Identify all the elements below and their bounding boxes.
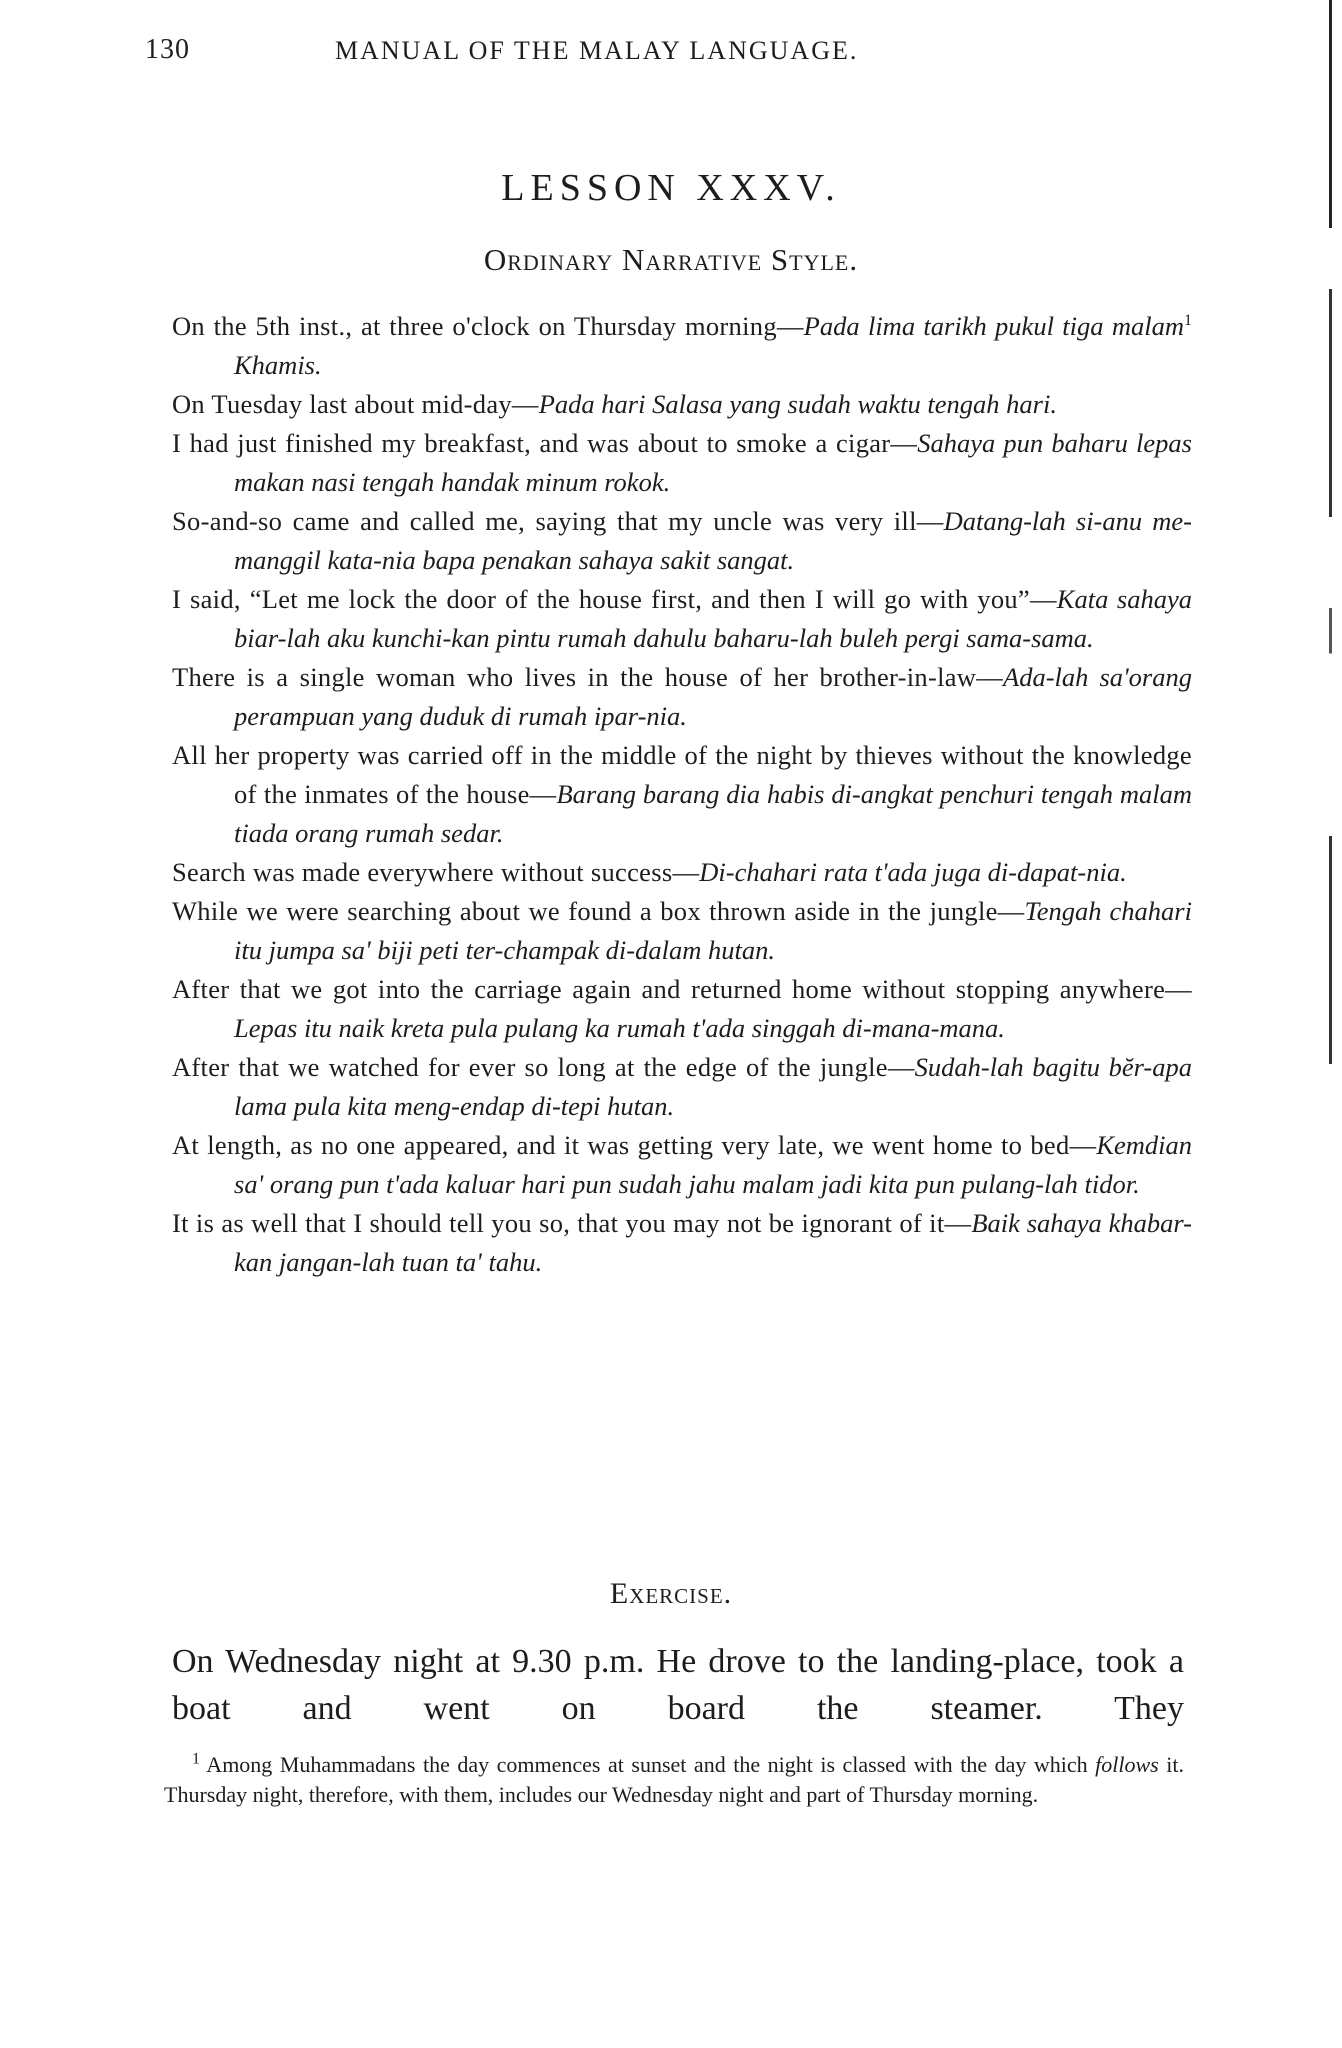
lesson-title: LESSON XXXV.: [501, 167, 841, 209]
sentence-item: [172, 307, 1192, 385]
english-text: So-and-so came and called me, saying that my uncle was very ill—: [172, 506, 944, 536]
english-text: Search was made everywhere without success—: [172, 857, 700, 887]
malay-text: Lepas itu naik kreta pula pulang ka rumah t'ada singgah di-mana-mana.: [234, 1013, 1005, 1043]
english-text: While we were searching about we found a box thrown aside in the jungle—: [172, 896, 1025, 926]
english-text: At length, as no one appeared, and it was getting very late, we went home to bed—: [172, 1130, 1097, 1160]
footnote: [164, 1750, 1184, 1810]
exercise-heading: Exercise.: [609, 1577, 733, 1610]
footnote-reference[interactable]: 1: [1183, 312, 1192, 330]
malay-text: Sahaya pun baharu lepas makan nasi tengah handak minum rokok.: [234, 428, 1192, 497]
english-text: On Tuesday last about mid-day—: [172, 389, 539, 419]
running-title: MANUAL OF THE MALAY LANGUAGE.: [335, 36, 859, 65]
english-text: All her property was carried off in the middle of the night by thieves without the knowledge of the inmates of the house—: [172, 740, 1192, 809]
malay-text: Baik sahaya khabar-kan jangan-lah tuan ta' tahu.: [234, 1208, 1193, 1277]
footnote-text-continued: it. Thursday night, therefore, with them, includes our Wednesday night and part of Thursday morning.: [164, 1752, 1184, 1807]
sentence-item: [172, 385, 1192, 424]
malay-text-continued: Khamis.: [234, 350, 322, 380]
malay-text: Datang-lah si-anu me-manggil kata-nia bapa penakan sahaya sakit sangat.: [234, 506, 1192, 575]
narrative-sentences: [172, 307, 1192, 1282]
sentence-item: [172, 424, 1192, 502]
sentence-item: [172, 1048, 1192, 1126]
malay-text: Pada lima tarikh pukul tiga malam: [803, 311, 1184, 341]
english-text: On the 5th inst., at three o'clock on Thursday morning—: [172, 311, 804, 341]
english-text: After that we watched for ever so long at the edge of the jungle—: [172, 1052, 915, 1082]
malay-text: Kata sahaya biar-lah aku kunchi-kan pintu rumah dahulu baharu-lah buleh pergi sama-sama.: [234, 584, 1192, 653]
sentence-item: [172, 736, 1192, 853]
sentence-item: [172, 1204, 1192, 1282]
sentence-item: [172, 892, 1192, 970]
sentence-item: [172, 658, 1192, 736]
malay-text: Barang barang dia habis di-angkat penchuri tengah malam tiada orang rumah sedar.: [234, 779, 1192, 848]
malay-text: Pada hari Salasa yang sudah waktu tengah hari.: [538, 389, 1057, 419]
malay-text: Di-chahari rata t'ada juga di-dapat-nia.: [699, 857, 1127, 887]
footnote-emphasis: follows: [1095, 1752, 1159, 1777]
sentence-item: [172, 1126, 1192, 1204]
sentence-item: [172, 580, 1192, 658]
running-head: [145, 34, 1195, 74]
exercise-text: On Wednesday night at 9.30 p.m. He drove to the landing-place, took a boat and went on board the steamer. They: [172, 1643, 1184, 1727]
english-text: I said, “Let me lock the door of the house first, and then I will go with you”—: [172, 584, 1057, 614]
malay-text: Ada-lah sa'orang perampuan yang duduk di rumah ipar-nia.: [234, 662, 1192, 731]
sentence-item: [172, 502, 1192, 580]
english-text: I had just finished my breakfast, and was about to smoke a cigar—: [172, 428, 918, 458]
english-text: It is as well that I should tell you so, that you may not be ignorant of it—: [172, 1208, 972, 1238]
malay-text: Kemdian sa' orang pun t'ada kaluar hari pun sudah jahu malam jadi kita pun pulang-lah tidor.: [234, 1130, 1192, 1199]
sentence-item: [172, 853, 1192, 892]
footnote-text: Among Muhammadans the day commences at sunset and the night is classed with the day which: [200, 1752, 1096, 1777]
malay-text: Sudah-lah bagitu bĕr-apa lama pula kita meng-endap di-tepi hutan.: [234, 1052, 1193, 1121]
lesson-subtitle: Ordinary Narrative Style.: [483, 242, 859, 277]
sentence-item: [172, 970, 1192, 1048]
page-edge-shadow: [1329, 0, 1332, 1520]
page-number: 130: [145, 34, 190, 65]
malay-text: Tengah chahari itu jumpa sa' biji peti ter-champak di-dalam hutan.: [234, 896, 1192, 965]
english-text: There is a single woman who lives in the house of her brother-in-law—: [172, 662, 1004, 692]
english-text: After that we got into the carriage again and returned home without stopping anywhere—: [172, 974, 1192, 1004]
footnote-number: 1: [192, 1750, 200, 1768]
